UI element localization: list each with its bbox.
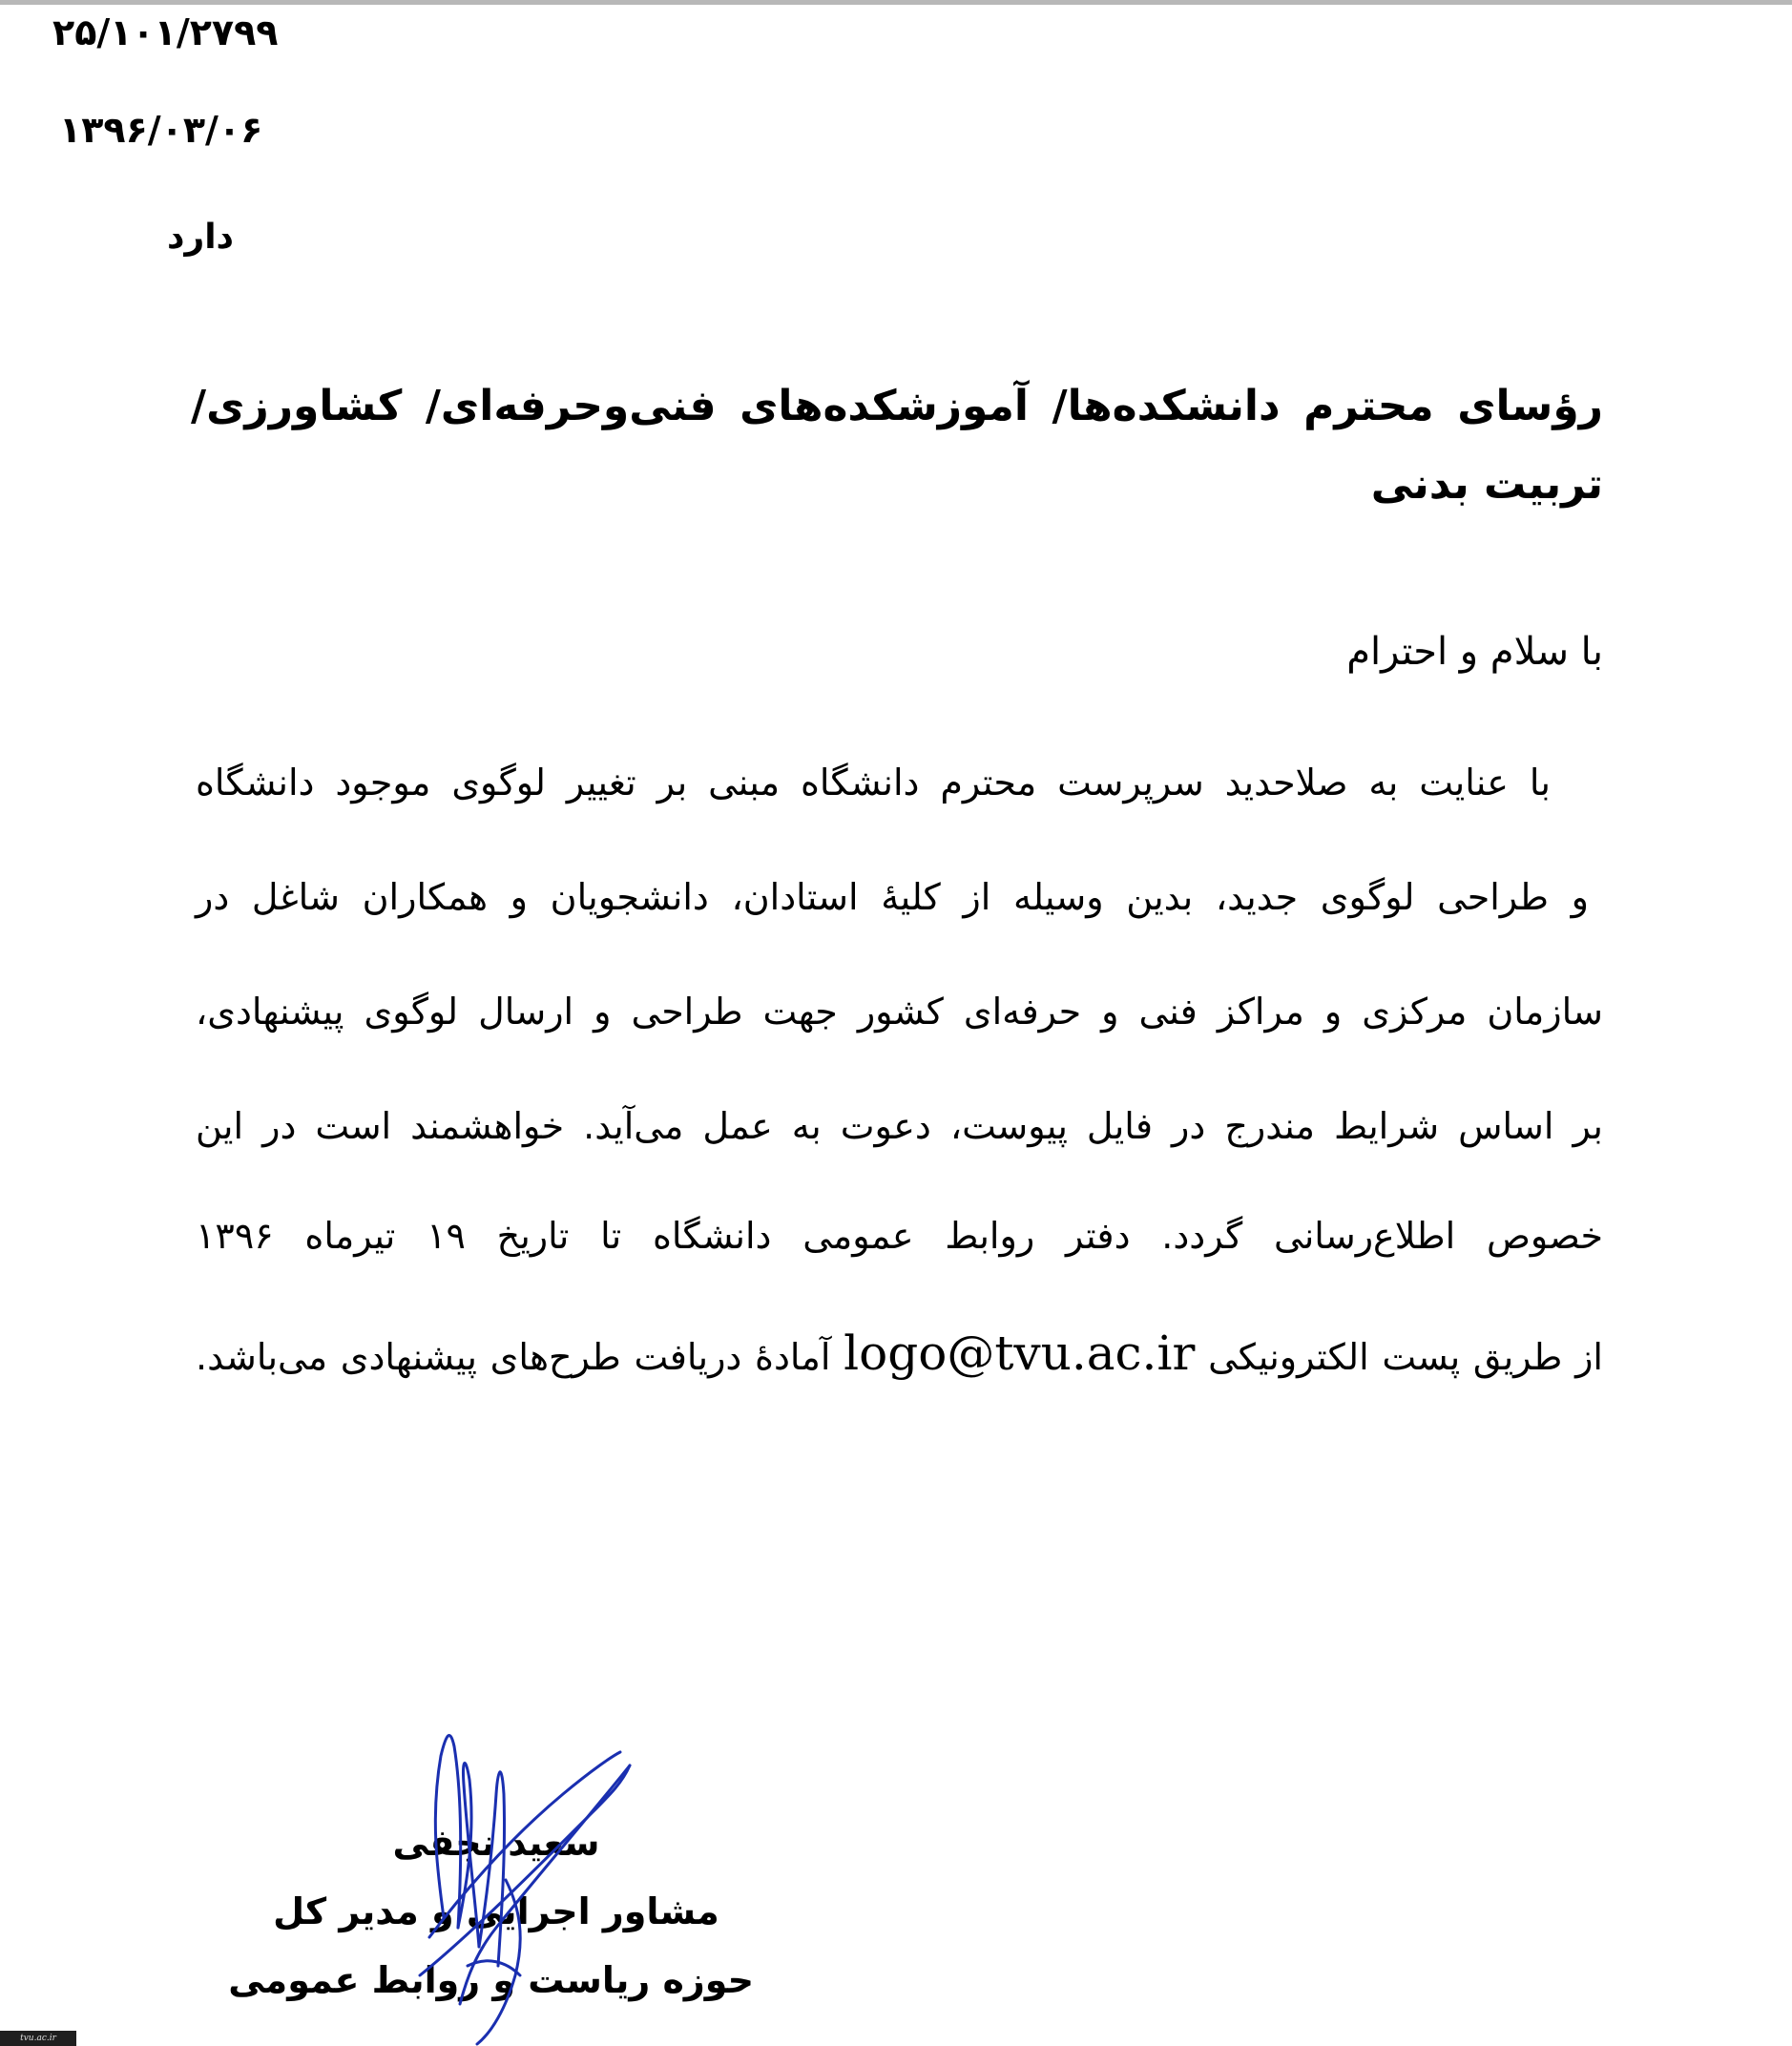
body-line-6 bbox=[196, 1325, 1603, 1386]
body-line-1: با عنایت به صلاحدید سرپرست محترم دانشگاه مبنی بر تغییر لوگوی موجود دانشگاه bbox=[196, 762, 1551, 804]
handwritten-signature bbox=[363, 1689, 668, 2046]
body-line-4: بر اساس شرایط مندرج در فایل پیوست، دعوت به عمل می‌آید. خواهشمند است در این bbox=[196, 1105, 1603, 1147]
body-line-6-start: از طریق پست الکترونیکی bbox=[1208, 1336, 1603, 1378]
signatory-name: سعید نجفی bbox=[392, 1822, 600, 1864]
attachment-status: دارد bbox=[167, 218, 235, 257]
letter-date: ۱۳۹۶/۰۳/۰۶ bbox=[59, 109, 263, 151]
body-line-3: سازمان مرکزی و مراکز فنی و حرفه‌ای کشور جهت طراحی و ارسال لوگوی پیشنهادی، bbox=[196, 991, 1603, 1033]
signatory-title: مشاور اجرایی و مدیر کل bbox=[273, 1890, 719, 1932]
recipient-line-1: رؤسای محترم دانشکده‌ها/ آموزشکده‌های فنی‌وحرفه‌ای/ کشاورزی/ bbox=[191, 382, 1603, 430]
greeting: با سلام و احترام bbox=[1346, 630, 1603, 674]
signatory-department: حوزه ریاست و روابط عمومی bbox=[228, 1959, 754, 2001]
body-line-5: خصوص اطلاع‌رسانی گردد. دفتر روابط عمومی دانشگاه تا تاریخ ۱۹ تیرماه ۱۳۹۶ bbox=[196, 1215, 1603, 1257]
top-border bbox=[0, 0, 1792, 5]
body-line-6-end: آمادهٔ دریافت طرح‌های پیشنهادی می‌باشد. bbox=[196, 1336, 831, 1378]
site-watermark: tvu.ac.ir bbox=[0, 2031, 76, 2046]
letter-number: ۲۵/۱۰۱/۲۷۹۹ bbox=[52, 11, 279, 53]
body-line-2: و طراحی لوگوی جدید، بدین وسیله از کلیهٔ استادان، دانشجویان و همکاران شاغل در bbox=[196, 876, 1589, 918]
email-address[interactable]: logo@tvu.ac.ir bbox=[844, 1326, 1196, 1381]
recipient-line-2: تربیت بدنی bbox=[1370, 460, 1603, 509]
